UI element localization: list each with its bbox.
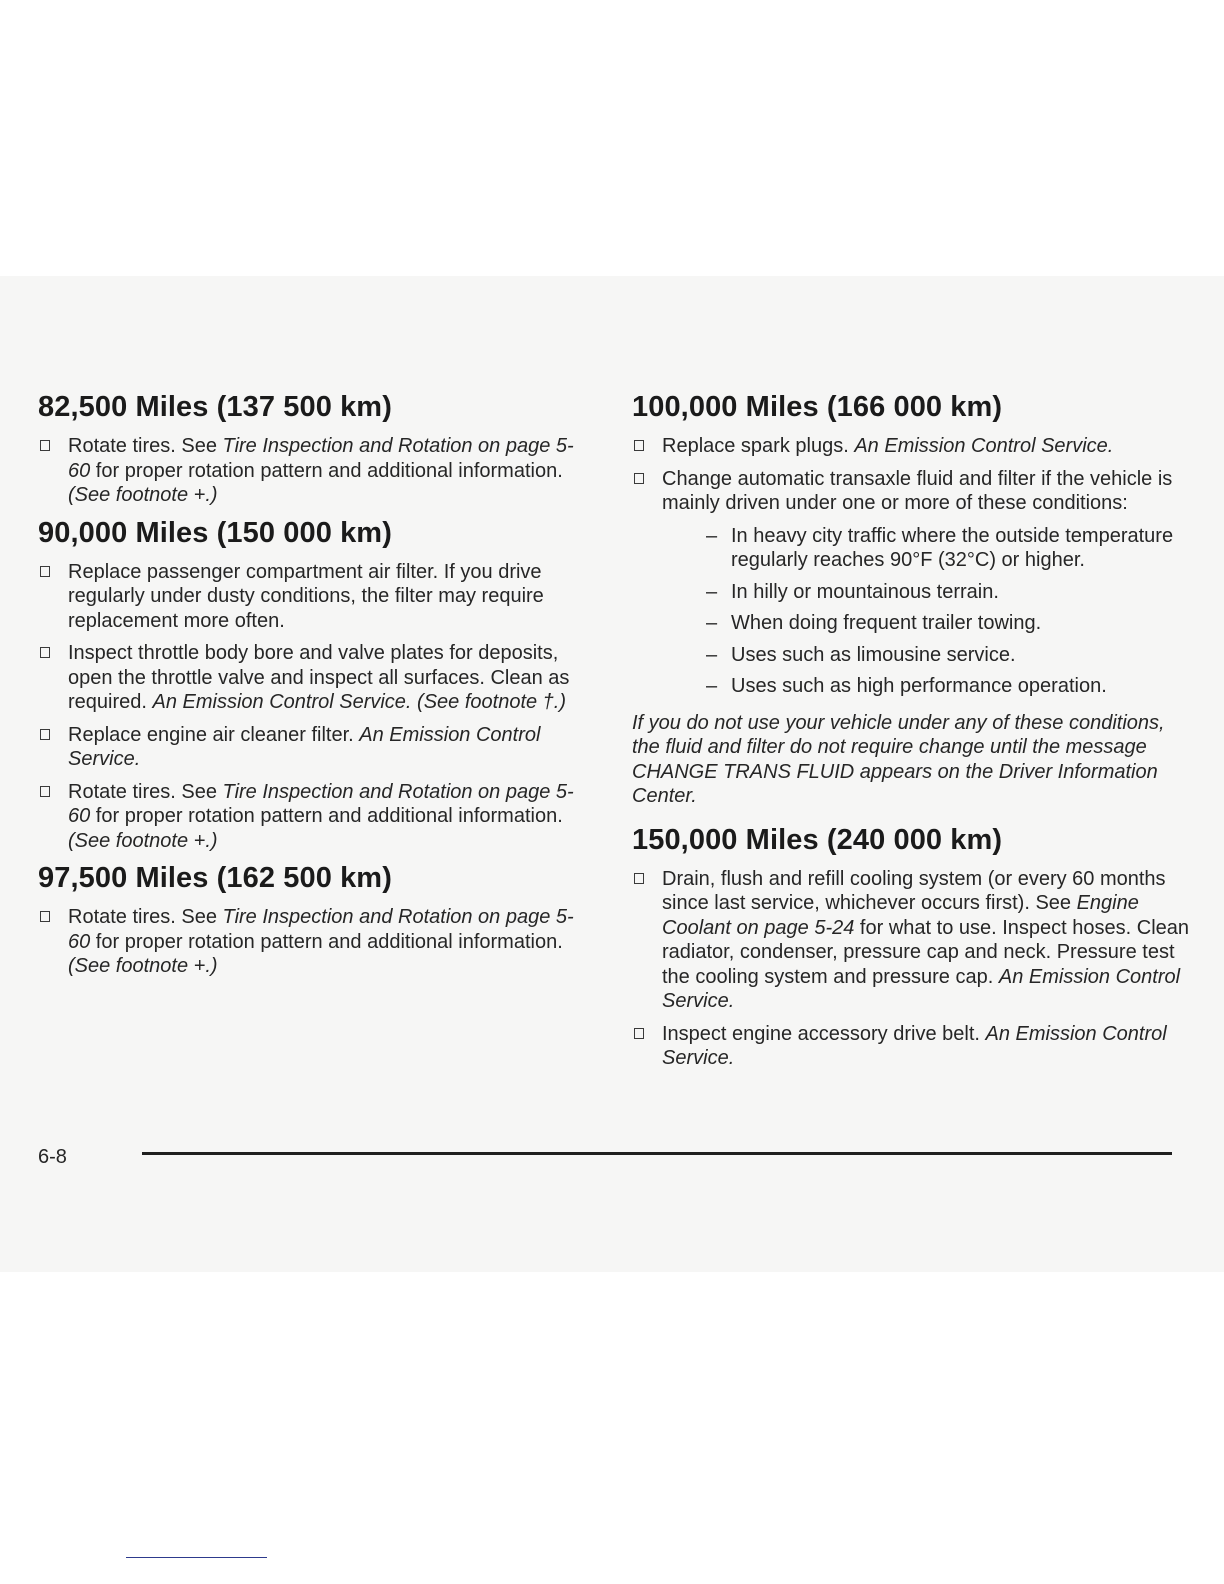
section-heading: 150,000 Miles (240 000 km) (632, 823, 1003, 856)
checkbox-icon (40, 911, 50, 922)
section-150000-miles (632, 823, 1192, 1071)
section-100000-miles (632, 390, 1192, 809)
section-heading: 90,000 Miles (150 000 km) (38, 516, 392, 549)
checklist-item: Rotate tires. See Tire Inspection and Rotation on page 5-60 for proper rotation pattern and additional information. (See footnote +.) (38, 434, 578, 508)
page-number: 6-8 (38, 1146, 67, 1168)
section-heading: 97,500 Miles (162 500 km) (38, 862, 392, 894)
checkbox-icon (40, 566, 50, 577)
dash-bullet-icon: – (706, 524, 718, 547)
checkbox-icon (40, 786, 50, 797)
checkbox-icon (634, 473, 644, 484)
bottom-divider (126, 1557, 267, 1558)
checkbox-icon (634, 440, 644, 451)
dash-bullet-icon: – (706, 580, 718, 603)
section-90000-miles (38, 516, 578, 854)
left-column (38, 390, 578, 987)
checkbox-icon (634, 873, 644, 884)
checklist-item: Inspect engine accessory drive belt. An Emission Control Service. (632, 1022, 1192, 1071)
section-82500-miles (38, 390, 578, 508)
checklist-item: Inspect throttle body bore and valve plates for deposits, open the throttle valve and inspect all surfaces. Clean as required. An Emission Control Service. (See footnote †.) (38, 641, 578, 715)
dash-bullet-icon: – (706, 643, 718, 666)
checkbox-icon (40, 440, 50, 451)
checkbox-icon (40, 647, 50, 658)
checkbox-icon (634, 1028, 644, 1039)
condition-item: – Uses such as limousine service. (706, 643, 1016, 666)
right-column (632, 390, 1192, 1079)
checklist-item: Rotate tires. See Tire Inspection and Rotation on page 5-60 for proper rotation pattern and additional information. (See footnote +.) (38, 780, 578, 854)
checklist-item: Replace engine air cleaner filter. An Emission Control Service. (38, 723, 578, 772)
dash-bullet-icon: – (706, 612, 718, 634)
checklist-item: Drain, flush and refill cooling system (or every 60 months since last service, whichever occurs first). See Engine Coolant on page 5-24 for what to use. Inspect hoses. Clean radiator, condenser, pressure cap and neck. Pressure test the cooling system and pressure cap. An Emission Control Service. (632, 867, 1192, 1014)
section-heading: 82,500 Miles (137 500 km) (38, 391, 392, 423)
checkbox-icon (40, 729, 50, 740)
section-heading: 100,000 Miles (166 000 km) (632, 391, 1003, 423)
condition-item: – Uses such as high performance operation. (706, 675, 1107, 697)
section-97500-miles (38, 861, 578, 979)
checklist-item: Change automatic transaxle fluid and filter if the vehicle is mainly driven under one or more of these conditions: (632, 467, 1192, 516)
footer-rule (142, 1152, 1172, 1155)
checklist-item: Replace passenger compartment air filter. If you drive regularly under dusty conditions, the filter may require replacement more often. (38, 560, 578, 634)
condition-item: – In hilly or mountainous terrain. (706, 580, 999, 603)
dash-bullet-icon: – (706, 675, 718, 697)
checklist-item: Rotate tires. See Tire Inspection and Rotation on page 5-60 for proper rotation pattern and additional information. (See footnote +.) (38, 905, 578, 979)
condition-item: – In heavy city traffic where the outside temperature regularly reaches 90°F (32°C) or higher. (706, 524, 1174, 571)
italic-note: If you do not use your vehicle under any of these conditions, the fluid and filter do not require change until the message CHANGE TRANS FLUID appears on the Driver Information Center. (632, 711, 1165, 807)
checklist-item: Replace spark plugs. An Emission Control Service. (632, 434, 1192, 459)
condition-item: – When doing frequent trailer towing. (706, 612, 1042, 634)
